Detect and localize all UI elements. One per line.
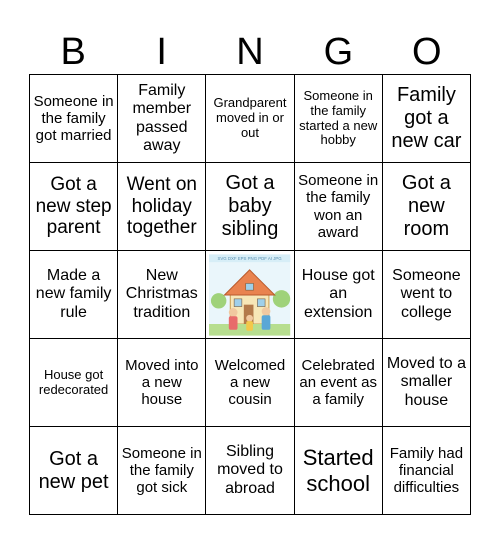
bingo-cell[interactable]: Sibling moved to abroad [206, 427, 294, 515]
header-letter-n: N [236, 31, 264, 73]
bingo-cell[interactable]: Got a new pet [30, 427, 118, 515]
bingo-cell[interactable]: Welcomed a new cousin [206, 339, 294, 427]
bingo-cell[interactable]: Got a new room [383, 163, 471, 251]
bingo-cell[interactable]: Family member passed away [118, 75, 206, 163]
bingo-header [29, 30, 471, 74]
bingo-cell[interactable]: New Christmas tradition [118, 251, 206, 339]
bingo-cell[interactable]: Grandparent moved in or out [206, 75, 294, 163]
bingo-cell[interactable]: Someone in the family won an award [295, 163, 383, 251]
bingo-cell[interactable]: Celebrated an event as a family [295, 339, 383, 427]
header-letter-i: I [156, 31, 167, 73]
bingo-cell[interactable]: House got an extension [295, 251, 383, 339]
bingo-cell[interactable]: Family got a new car [383, 75, 471, 163]
svg-text:SVG DXF EPS PNG PDF AI JPG: SVG DXF EPS PNG PDF AI JPG [217, 255, 283, 261]
bingo-cell[interactable]: Got a baby sibling [206, 163, 294, 251]
bingo-cell[interactable]: House got redecorated [30, 339, 118, 427]
bingo-cell[interactable]: Family had financial difficulties [383, 427, 471, 515]
header-letter-o: O [412, 31, 442, 73]
bingo-cell[interactable]: Moved to a smaller house [383, 339, 471, 427]
bingo-cell[interactable]: Someone in the family got married [30, 75, 118, 163]
bingo-cell[interactable]: Someone in the family got sick [118, 427, 206, 515]
free-space[interactable] [206, 251, 294, 339]
bingo-cell[interactable]: Started school [295, 427, 383, 515]
family-house-icon [209, 253, 290, 337]
header-letter-g: G [323, 31, 354, 73]
header-letter-b: B [60, 31, 86, 73]
bingo-cell[interactable]: Went on holiday together [118, 163, 206, 251]
bingo-cell[interactable]: Someone in the family started a new hobby [295, 75, 383, 163]
bingo-cell[interactable]: Someone went to college [383, 251, 471, 339]
bingo-grid [29, 74, 471, 515]
bingo-cell[interactable]: Made a new family rule [30, 251, 118, 339]
bingo-cell[interactable]: Got a new step parent [30, 163, 118, 251]
bingo-cell[interactable]: Moved into a new house [118, 339, 206, 427]
